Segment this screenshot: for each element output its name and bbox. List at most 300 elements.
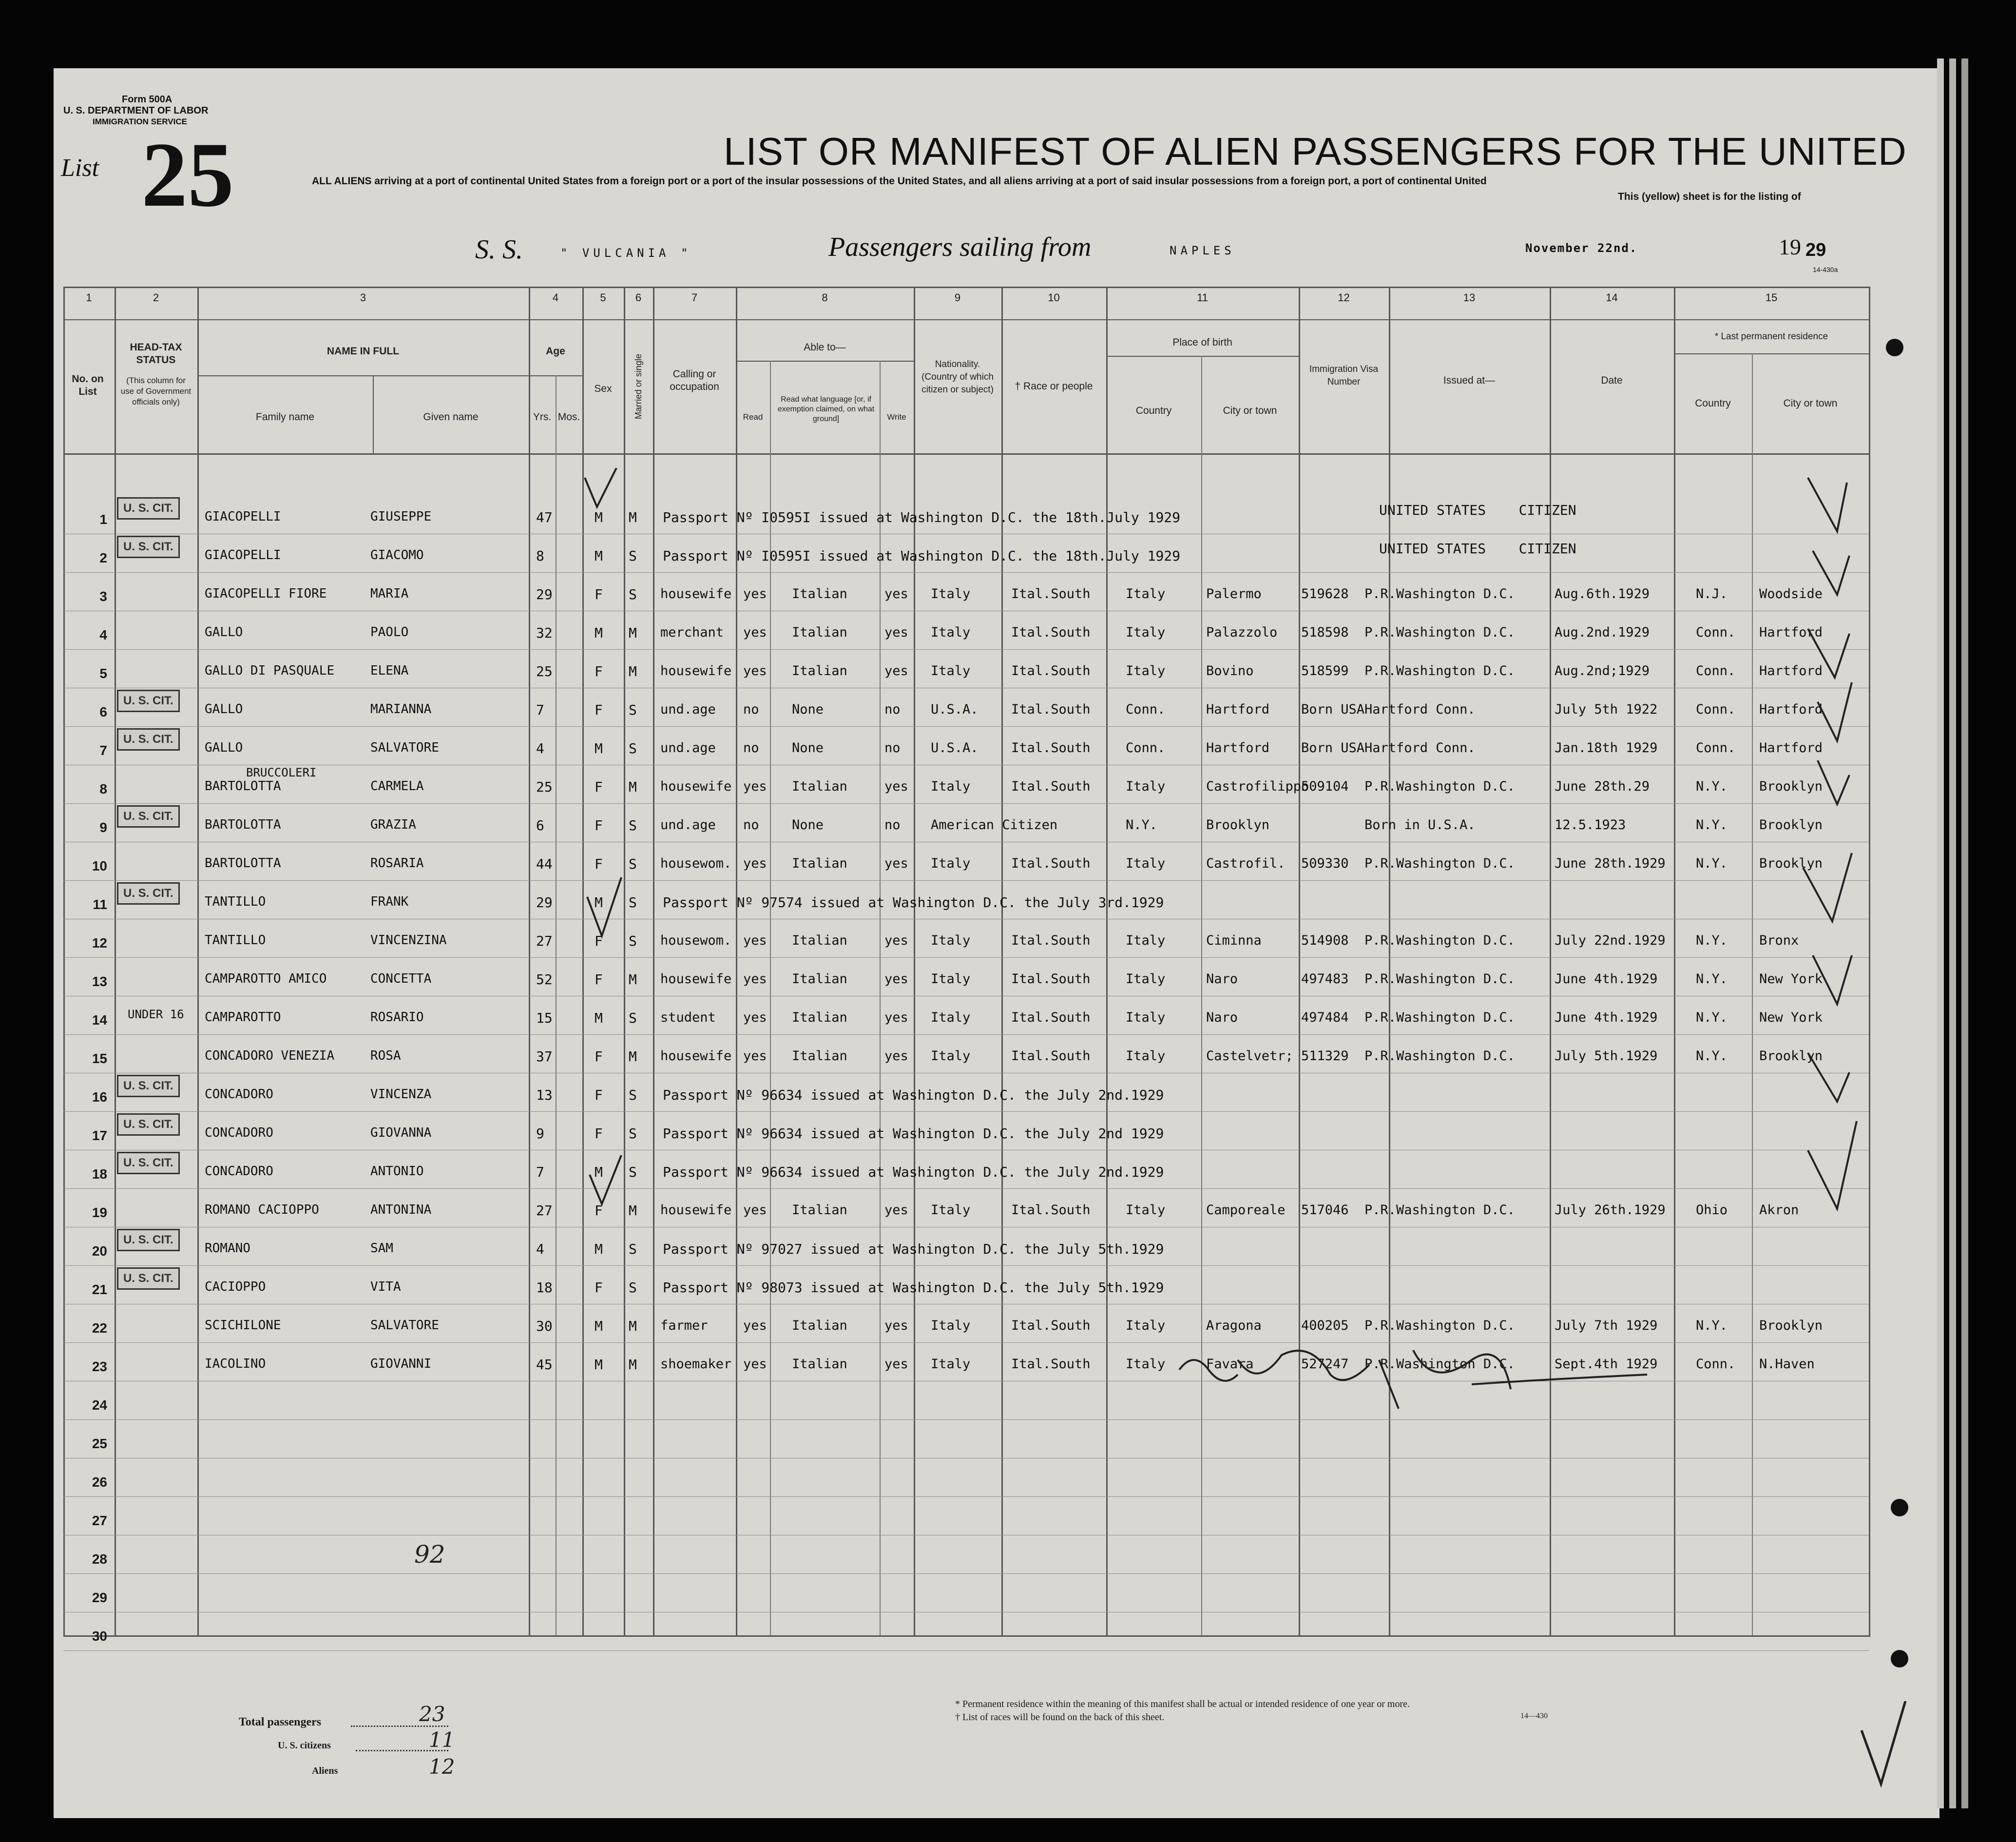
row-rule <box>63 880 1869 881</box>
cell-issued: P.R.Washington D.C. <box>1364 663 1515 679</box>
cell-nat: Italy <box>931 1318 971 1333</box>
cell-given: ROSARIA <box>370 856 424 871</box>
cell-rcity: Brooklyn <box>1759 1318 1823 1333</box>
cell-country: Italy <box>1126 1010 1166 1025</box>
list-number: 25 <box>141 124 234 226</box>
cell-race: Ital.South <box>1011 779 1091 794</box>
cell-rcity: Brooklyn <box>1759 856 1823 871</box>
cell-sex: F <box>595 1280 603 1296</box>
cell-occ: student <box>660 1010 716 1025</box>
cell-visa: Born USA <box>1301 740 1365 756</box>
cell-race: Ital.South <box>1011 702 1091 717</box>
sailing-date: November 22nd. <box>1525 241 1638 255</box>
cell-vdate: Aug.2nd;1929 <box>1555 663 1650 679</box>
cell-yrs: 45 <box>536 1357 553 1373</box>
heading-write: Write <box>887 412 906 422</box>
cell-sex: M <box>595 894 603 911</box>
cell-write: yes <box>884 586 908 601</box>
cell-family: BARTOLOTTA <box>205 779 281 794</box>
table-top-line <box>63 287 1869 288</box>
cell-visa: 497484 <box>1301 1010 1349 1025</box>
cell-vdate: June 4th.1929 <box>1555 1010 1658 1025</box>
heading-head-tax-note: (This column for use of Government officials only) <box>120 376 192 407</box>
cell-family: GALLO <box>205 740 243 755</box>
column-number: 5 <box>600 291 606 304</box>
cell-issued: P.R.Washington D.C. <box>1364 1357 1515 1372</box>
cell-nat: Italy <box>931 933 971 948</box>
cell-citizen-note: UNITED STATES CITIZEN <box>1379 541 1576 557</box>
cell-write: yes <box>884 971 908 987</box>
col-divider <box>529 287 530 1637</box>
cell-write: yes <box>884 1048 908 1064</box>
cell-rcity: Brooklyn <box>1759 779 1823 794</box>
cell-nat: Italy <box>931 1048 971 1064</box>
cell-read: yes <box>743 971 767 987</box>
cell-lang: None <box>792 702 824 717</box>
cell-vdate: July 5th.1929 <box>1555 1048 1658 1064</box>
heading-name-in-full: NAME IN FULL <box>326 346 400 357</box>
page-edge <box>1937 58 1944 1808</box>
cell-race: Ital.South <box>1011 1318 1091 1333</box>
cell-given: GIUSEPPE <box>370 509 432 524</box>
cell-lang: None <box>792 817 824 833</box>
cell-vdate: July 26th.1929 <box>1555 1202 1666 1218</box>
cell-yrs: 47 <box>536 509 553 525</box>
cell-sex: F <box>595 586 603 602</box>
col-divider <box>1106 287 1108 1637</box>
handwritten-page-number: 92 <box>414 1540 445 1569</box>
row-number: 11 <box>93 897 107 912</box>
us-citizens-value: 11 <box>429 1728 455 1752</box>
cell-yrs: 29 <box>536 894 553 911</box>
cell-yrs: 15 <box>536 1010 553 1026</box>
column-number: 3 <box>360 291 366 304</box>
cell-lang: Italian <box>792 856 847 871</box>
row-number: 30 <box>92 1629 107 1644</box>
row-number: 2 <box>99 550 107 565</box>
col-divider <box>115 287 116 1637</box>
handwritten-signature-icon <box>1170 1331 1681 1428</box>
cell-ms: S <box>629 1087 637 1103</box>
cell-nat: Italy <box>931 663 971 679</box>
maiden-name: BRUCCOLERI <box>246 766 317 779</box>
cell-vdate: Aug.2nd.1929 <box>1555 625 1650 640</box>
cell-city: Castrofil. <box>1206 856 1286 871</box>
cell-visa: 518599 <box>1301 663 1349 679</box>
cell-yrs: 25 <box>536 779 553 795</box>
col-divider <box>1299 287 1300 1637</box>
column-number: 6 <box>635 291 642 304</box>
cell-given: CARMELA <box>370 779 424 794</box>
cell-visa: 527247 <box>1301 1357 1349 1372</box>
row-rule <box>63 1265 1869 1266</box>
cell-visa: 509104 <box>1301 779 1349 794</box>
cell-country: Italy <box>1126 625 1166 640</box>
cell-read: no <box>743 817 759 833</box>
cell-city: Palermo <box>1206 586 1262 601</box>
cell-yrs: 44 <box>536 856 553 872</box>
cell-yrs: 27 <box>536 1202 553 1219</box>
cell-family: GALLO DI PASQUALE <box>205 663 335 678</box>
cell-ms: S <box>629 817 637 834</box>
cell-nat: Italy <box>931 779 971 794</box>
row-rule <box>63 1111 1869 1112</box>
cell-city: Castelvetr; <box>1206 1048 1293 1064</box>
cell-rcity: Hartford <box>1759 702 1823 717</box>
column-number: 14 <box>1606 291 1618 304</box>
heading-read: Read <box>743 412 763 422</box>
row-rule <box>63 1650 1869 1651</box>
heading-last-residence: * Last permanent residence <box>1714 331 1828 342</box>
cell-given: SALVATORE <box>370 1318 439 1333</box>
us-citizen-stamp: U. S. CIT. <box>117 1267 180 1290</box>
cell-yrs: 9 <box>536 1125 544 1142</box>
cell-country: Italy <box>1126 1357 1166 1372</box>
cell-yrs: 8 <box>536 548 544 564</box>
row-number: 23 <box>92 1359 107 1374</box>
heading-sex: Sex <box>594 383 612 394</box>
cell-read: yes <box>743 625 767 640</box>
cell-write: yes <box>884 625 908 640</box>
us-citizen-stamp: U. S. CIT. <box>117 1075 180 1097</box>
column-number: 4 <box>552 291 559 304</box>
cell-read: yes <box>743 663 767 679</box>
cell-citizen-note: UNITED STATES CITIZEN <box>1379 502 1576 518</box>
cell-read: yes <box>743 1010 767 1025</box>
cell-passport-line: Passport Nº 96634 issued at Washington D.C. the July 2nd 1929 <box>663 1125 1164 1142</box>
cell-visa: 509330 <box>1301 856 1349 871</box>
column-number: 10 <box>1048 291 1060 304</box>
cell-rcountry: Ohio <box>1696 1202 1728 1218</box>
cell-read: yes <box>743 933 767 948</box>
cell-visa: 518598 <box>1301 625 1349 640</box>
cell-family: ROMANO CACIOPPO <box>205 1202 319 1217</box>
cell-rcountry: N.J. <box>1696 586 1728 601</box>
cell-race: Ital.South <box>1011 1357 1091 1372</box>
cell-yrs: 25 <box>536 663 553 679</box>
cell-rcity: Brooklyn <box>1759 817 1823 833</box>
cell-ms: S <box>629 933 637 949</box>
cell-occ: housewife <box>660 1202 732 1218</box>
cell-given: MARIA <box>370 586 409 601</box>
cell-occ: merchant <box>660 625 724 640</box>
cell-rcountry: N.Y. <box>1696 1048 1728 1064</box>
cell-occ: housewife <box>660 586 732 601</box>
cell-write: yes <box>884 1010 908 1025</box>
page-title: LIST OR MANIFEST OF ALIEN PASSENGERS FOR THE UNITED <box>724 130 1907 173</box>
service-label: IMMIGRATION SERVICE <box>93 117 187 126</box>
cell-issued: P.R.Washington D.C. <box>1364 971 1515 987</box>
cell-race: Ital.South <box>1011 740 1091 756</box>
heading-res-country: Country <box>1695 398 1731 409</box>
cell-lang: Italian <box>792 1357 847 1372</box>
cell-lang: Italian <box>792 1202 847 1218</box>
cell-lang: None <box>792 740 824 756</box>
cell-issued: Born in U.S.A. <box>1364 817 1476 833</box>
cell-yrs: 18 <box>536 1280 553 1296</box>
cell-lang: Italian <box>792 779 847 794</box>
cell-sex: M <box>595 548 603 564</box>
row-rule <box>63 572 1869 573</box>
cell-rcity: N.Haven <box>1759 1357 1815 1372</box>
cell-race: Ital.South <box>1011 971 1091 987</box>
cell-family: TANTILLO <box>205 933 266 948</box>
ship-name: " VULCANIA " <box>560 246 692 260</box>
row-rule <box>63 649 1869 650</box>
row-number: 25 <box>92 1436 107 1451</box>
cell-family: BARTOLOTTA <box>205 817 281 832</box>
cell-given: SAM <box>370 1241 393 1256</box>
cell-country: Italy <box>1126 1202 1166 1218</box>
total-passengers-value: 23 <box>419 1702 445 1726</box>
col-divider <box>63 287 65 1637</box>
cell-issued: P.R.Washington D.C. <box>1364 586 1515 601</box>
cell-occ: housewife <box>660 1048 732 1064</box>
cell-passport-line: Passport Nº 97574 issued at Washington D.C. the July 3rd.1929 <box>663 894 1164 911</box>
cell-nat: Italy <box>931 971 971 987</box>
heading-issued-at: Issued at— <box>1443 375 1496 386</box>
cell-ms: S <box>629 548 637 564</box>
cell-issued: Hartford Conn. <box>1364 740 1476 756</box>
row-number: 28 <box>92 1551 107 1567</box>
cell-yrs: 29 <box>536 586 553 602</box>
cell-lang: Italian <box>792 625 847 640</box>
row-number: 6 <box>99 704 107 719</box>
row-rule <box>63 1573 1869 1574</box>
cell-rcity: New York <box>1759 1010 1823 1025</box>
heading-visa-number: Immigration Visa Number <box>1309 364 1379 387</box>
row-number: 7 <box>99 743 107 758</box>
cell-nat: Italy <box>931 625 971 640</box>
heading-family-name: Family name <box>255 411 315 423</box>
column-number: 15 <box>1765 291 1778 304</box>
cell-rcity: Brooklyn <box>1759 1048 1823 1064</box>
cell-nat: U.S.A. <box>931 702 979 717</box>
cell-read: no <box>743 740 759 756</box>
cell-race: Ital.South <box>1011 856 1091 871</box>
cell-nat: Italy <box>931 1010 971 1025</box>
cell-country: Conn. <box>1126 740 1166 756</box>
cell-given: FRANK <box>370 894 409 909</box>
column-number: 12 <box>1338 291 1350 304</box>
col-divider <box>1674 287 1675 1637</box>
sub-divider <box>1674 353 1869 354</box>
ss-label: S. S. <box>475 234 523 265</box>
col-divider <box>1001 287 1003 1637</box>
cell-vdate: Sept.4th 1929 <box>1555 1357 1658 1372</box>
cell-read: yes <box>743 1048 767 1064</box>
cell-issued: P.R.Washington D.C. <box>1364 1048 1515 1064</box>
cell-occ: housewife <box>660 779 732 794</box>
heading-res-city: City or town <box>1783 398 1838 409</box>
head-tax-note: UNDER 16 <box>128 1008 184 1021</box>
row-number: 21 <box>92 1282 107 1297</box>
cell-write: yes <box>884 1202 908 1218</box>
cell-family: CAMPAROTTO AMICO <box>205 971 327 986</box>
row-rule <box>63 1496 1869 1497</box>
list-label: List <box>61 154 99 182</box>
heading-place-of-birth: Place of birth <box>1172 337 1232 348</box>
cell-yrs: 32 <box>536 625 553 641</box>
cell-country: Italy <box>1126 856 1166 871</box>
cell-city: Castrofilippo <box>1206 779 1309 794</box>
cell-family: CONCADORO <box>205 1087 273 1102</box>
cell-rcountry: Conn. <box>1696 702 1736 717</box>
cell-ms: S <box>629 856 637 872</box>
cell-family: CONCADORO VENEZIA <box>205 1048 335 1063</box>
column-number: 13 <box>1463 291 1476 304</box>
cell-given: SALVATORE <box>370 740 439 755</box>
us-citizen-stamp: U. S. CIT. <box>117 536 180 558</box>
cell-ms: M <box>629 1202 637 1219</box>
port-name: NAPLES <box>1170 244 1235 257</box>
row-number: 22 <box>92 1320 107 1336</box>
cell-family: GALLO <box>205 702 243 717</box>
cell-family: ROMANO <box>205 1241 250 1256</box>
cell-yrs: 4 <box>536 740 544 756</box>
row-number: 20 <box>92 1243 107 1259</box>
cell-visa: 511329 <box>1301 1048 1349 1064</box>
cell-sex: F <box>595 663 603 679</box>
cell-vdate: July 22nd.1929 <box>1555 933 1666 948</box>
cell-issued: P.R.Washington D.C. <box>1364 1318 1515 1333</box>
cell-rcountry: N.Y. <box>1696 856 1728 871</box>
row-number: 15 <box>92 1051 107 1066</box>
cell-country: Italy <box>1126 933 1166 948</box>
cell-country: N.Y. <box>1126 817 1158 833</box>
cell-city: Hartford <box>1206 702 1270 717</box>
us-citizen-stamp: U. S. CIT. <box>117 690 180 712</box>
heading-age: Age <box>546 346 565 357</box>
cell-nat: Italy <box>931 1202 971 1218</box>
cell-rcountry: Conn. <box>1696 1357 1736 1372</box>
row-number: 3 <box>99 589 107 604</box>
cell-issued: Hartford Conn. <box>1364 702 1476 717</box>
cell-nat: Italy <box>931 856 971 871</box>
row-number: 27 <box>92 1513 107 1528</box>
cell-rcity: Woodside <box>1759 586 1823 601</box>
column-number: 9 <box>954 291 961 304</box>
cell-vdate: July 5th 1922 <box>1555 702 1658 717</box>
cell-sex: F <box>595 817 603 834</box>
cell-country: Italy <box>1126 1048 1166 1064</box>
row-number: 19 <box>92 1205 107 1220</box>
cell-ms: M <box>629 971 637 988</box>
cell-vdate: July 7th 1929 <box>1555 1318 1658 1333</box>
cell-nat: Italy <box>931 1357 971 1372</box>
cell-ms: S <box>629 1010 637 1026</box>
row-number: 17 <box>92 1128 107 1143</box>
cell-ms: M <box>629 509 637 525</box>
cell-sex: M <box>595 625 603 641</box>
cell-passport-line: Passport Nº I0595I issued at Washington D.C. the 18th.July 1929 <box>663 509 1181 525</box>
cell-country: Italy <box>1126 663 1166 679</box>
row-number: 9 <box>99 820 107 835</box>
cell-rcountry: N.Y. <box>1696 1010 1728 1025</box>
cell-sex: F <box>595 1202 603 1219</box>
cell-passport-line: Passport Nº 97027 issued at Washington D.C. the July 5th.1929 <box>663 1241 1164 1257</box>
cell-city: Hartford <box>1206 740 1270 756</box>
cell-rcity: Hartford <box>1759 663 1823 679</box>
cell-given: ANTONINA <box>370 1202 432 1217</box>
cell-rcountry: N.Y. <box>1696 1318 1728 1333</box>
cell-vdate: June 4th.1929 <box>1555 971 1658 987</box>
row-number: 1 <box>99 512 107 527</box>
cell-ms: S <box>629 1241 637 1257</box>
cell-occ: farmer <box>660 1318 708 1333</box>
cell-yrs: 4 <box>536 1241 544 1257</box>
column-number: 1 <box>86 291 92 304</box>
heading-visa-date: Date <box>1601 375 1623 386</box>
heading-given-name: Given name <box>423 411 479 423</box>
cell-read: yes <box>743 586 767 601</box>
cell-city: Aragona <box>1206 1318 1262 1333</box>
cell-vdate: 12.5.1923 <box>1555 817 1626 833</box>
header-bottom-line <box>63 453 1869 455</box>
cell-issued: P.R.Washington D.C. <box>1364 856 1515 871</box>
cell-lang: Italian <box>792 971 847 987</box>
us-citizen-stamp: U. S. CIT. <box>117 497 180 520</box>
cell-lang: Italian <box>792 1010 847 1025</box>
row-number: 16 <box>92 1089 107 1105</box>
row-number: 13 <box>92 974 107 989</box>
cell-ms: S <box>629 894 637 911</box>
aliens-value: 12 <box>429 1755 455 1779</box>
cell-race: Ital.South <box>1011 1010 1091 1025</box>
cell-occ: und.age <box>660 817 716 833</box>
cell-sex: F <box>595 1048 603 1065</box>
cell-family: CAMPAROTTO <box>205 1010 281 1025</box>
cell-yrs: 27 <box>536 933 553 949</box>
cell-rcity: Akron <box>1759 1202 1799 1218</box>
column-number: 11 <box>1197 291 1208 304</box>
column-number: 7 <box>691 291 698 304</box>
cell-yrs: 6 <box>536 817 544 834</box>
cell-given: GRAZIA <box>370 817 416 832</box>
cell-rcountry: Conn. <box>1696 663 1736 679</box>
cell-given: PAOLO <box>370 625 409 640</box>
header-divider <box>63 319 1869 320</box>
year-suffix: 29 <box>1805 240 1826 260</box>
cell-yrs: 30 <box>536 1318 553 1334</box>
cell-country: Italy <box>1126 971 1166 987</box>
cell-rcity: New York <box>1759 971 1823 987</box>
subtitle-right: This (yellow) sheet is for the listing of <box>1618 191 1801 202</box>
cell-given: ANTONIO <box>370 1164 424 1179</box>
cell-visa: 400205 <box>1301 1318 1349 1333</box>
cell-country: Italy <box>1126 586 1166 601</box>
cell-city: Palazzolo <box>1206 625 1278 640</box>
footnote-residence: * Permanent residence within the meaning of this manifest shall be actual or intended residence of one year or more. <box>955 1699 1410 1709</box>
us-citizen-stamp: U. S. CIT. <box>117 1152 180 1174</box>
cell-nat: American Citizen <box>931 817 1058 833</box>
cell-read: yes <box>743 1357 767 1372</box>
cell-race: Ital.South <box>1011 586 1091 601</box>
cell-issued: P.R.Washington D.C. <box>1364 1202 1515 1218</box>
cell-race: Ital.South <box>1011 625 1091 640</box>
subtitle-left: ALL ALIENS arriving at a port of continental United States from a foreign port or a port of the insular possessions of the United States, and all aliens arriving at a port of said insular possessions from a foreign port, a port of continental United <box>312 175 1487 187</box>
cell-passport-line: Passport Nº 98073 issued at Washington D.C. the July 5th.1929 <box>663 1280 1164 1296</box>
cell-sex: M <box>595 1010 603 1026</box>
cell-vdate: Jan.18th 1929 <box>1555 740 1658 756</box>
cell-ms: S <box>629 1164 637 1180</box>
col-divider <box>914 287 915 1637</box>
cell-sex: F <box>595 1125 603 1142</box>
cell-ms: M <box>629 1318 637 1334</box>
check-marks-icon <box>1696 468 1871 1321</box>
cell-given: VINCENZINA <box>370 933 447 948</box>
cell-given: ROSA <box>370 1048 401 1063</box>
